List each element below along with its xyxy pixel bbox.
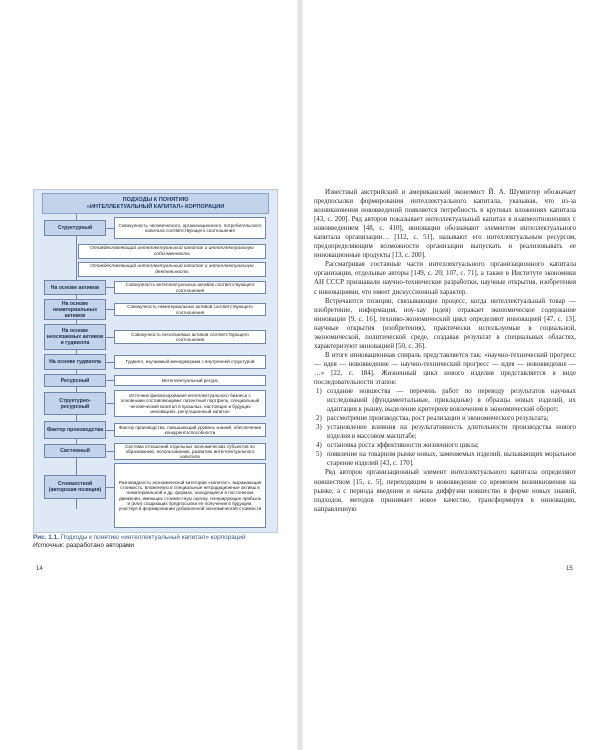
category-cost-author-position: Стоимостной (авторская позиция) [44, 475, 106, 499]
category-goodwill: На основе гудвилла [44, 354, 106, 370]
connector [106, 287, 114, 288]
connector [106, 403, 114, 404]
category-resource: Ресурсный [44, 374, 106, 387]
list-item-text: остановка роста эффективности жизненного цикла; [327, 442, 479, 450]
connector [106, 362, 114, 363]
connector [106, 487, 114, 488]
list-item-number: 2) [316, 415, 322, 423]
figure-source-label: Источник [33, 542, 63, 549]
page-number-right: 15 [566, 566, 573, 572]
description-cost-author-position: Разновидность экономической категории «капитал», выражающая стоимость, вложенную в специальные нетрадиционные активы в нематериальной и др. формах, находящиеся в постоянном движении, имеющих стоимостную оценку, генерирующих прибыль и (или) создающих предпосылки ее получения в будущем, участвуя в формировании добавленной экономической стоимости [114, 463, 266, 528]
list-item-text: создание новшества — перечень работ по переводу результатов научных исследований (фундаментальные, прикладные) в образцы новых изделий, их адаптация к рынку, выделение критериев вовлечения в экономический оборот; [327, 388, 576, 414]
list-item [314, 441, 576, 450]
paragraph: Известный австрийский и американский экономист Й. А. Шумпетер обозначает предпосылки формирования интеллектуального капитала, указывая, что из-за возникновения нововведений появляется потребность в крупных вложениях капитала [43, с. 200]. Ряд авторов показывает интеллектуальный капитал в взаимоотношениях с нововведением [48, с. 410], инновации обозначают элементом интеллектуального капитала организации… [112, с. 51], называют его интеллектуальным ресурсом, предопределяющим возможности организации выпускать и реализовывать ее инновационные продукты [13, с. 200]. [314, 189, 576, 260]
list-item-number: 1) [316, 388, 322, 396]
category-production-factor: Фактор производства [44, 421, 106, 439]
figure-caption-text: Подходы к понятию «интеллектуальный капитал» корпораций [58, 534, 246, 541]
figure-source [33, 542, 134, 550]
paragraph: Ряд авторов организационный элемент интеллектуального капитала определяют новшеством [15, с. 5], переходящим в нововведение со временем возникновения на рынке, а с периода введения и начала диффузии новшество в форме новых знаний, подходов, методов принимает новое качество, трансформируя в инновацию, направленную [314, 469, 576, 513]
approach-intellectual-property: Отождествляющий интеллектуальный капитал и интеллектуальную собственность [78, 244, 266, 259]
list-item-number: 3) [316, 424, 322, 432]
category-systemic: Системный [44, 444, 106, 458]
connector [106, 430, 114, 431]
list-item [314, 423, 576, 441]
paragraph: Рассматривая составные части интеллектуального организационного капитала организации, отдельные авторы [149, с. 20; 107, с. 71], а также в Институте экономики АН СССР признавали научно-технические разработки, научные открытия, изобретения с инновациями, что имеет дискуссионный характер. [314, 261, 576, 296]
description-structural-resource: Источник финансирования интеллектуального бизнеса с основными составляющими: патентный портфель, специальный человеческий капитал в прошлых, настоящих и будущих инновациях, репутационный капитал [114, 390, 266, 417]
approach-intellectual-activity: Отождествляющий интеллектуальный капитал и интеллектуальную деятельность [78, 262, 266, 277]
paragraph: Встречаются позиции, связывающие процесс, когда интеллектуальный товар — изобретение, информация, ноу-хау (идея) отражает экономическое содержание инновации [9, с. 16], технико-экономический цикл определяют инновацией [47, с. 13], научные открытия (изобретения), практически используемые в социальной, экономической, политической среде, создавая результат в специальных областях, характеризуют инновацией [50, с. 36]. [314, 297, 576, 350]
figure-caption-label: Рис. 1.1. [33, 534, 59, 541]
description-assets: Совокупность интеллектуальных активов соответствующего соотношения [114, 281, 266, 294]
connector [106, 309, 114, 310]
right-page-body [314, 188, 576, 514]
category-assets: На основе активов [44, 280, 106, 295]
figure-caption [33, 534, 283, 542]
list-item-text: появление на товарном рынке новых, заменяемых изделий, вызывающих моральное старение изделий [43, с. 170]. [327, 451, 576, 468]
diagram-title-line2: «ИНТЕЛЛЕКТУАЛЬНЫЙ КАПИТАЛ» КОРПОРАЦИИ [86, 204, 225, 210]
list-item [314, 387, 576, 414]
connector [106, 228, 114, 229]
diagram-title-line1: ПОДХОДЫ К ПОНЯТИЮ [122, 197, 189, 203]
description-systemic: Система отношений отдельных экономических субъектов по образованию, использованию, развитию интеллектуального капитала [114, 443, 266, 460]
list-item-number: 5) [316, 451, 322, 459]
list-item-text: рассмотрение производства, рост реализации и экономического результата; [327, 415, 549, 423]
list-item-text: установление влияния на результативность длительности производства нового изделия в массовом масштабе; [327, 424, 576, 441]
description-goodwill: Гудвилл, изучаемый менеджерами с внутренней структурой [114, 355, 266, 369]
description-non-tangible-goodwill: Совокупность неосязаемых активов соответствующего соотношения [114, 330, 266, 344]
list-item-number: 4) [316, 442, 322, 450]
list-item [314, 414, 576, 423]
figure-source-text: : разработано авторами [62, 542, 134, 549]
description-production-factor: Фактор производства, повышающий уровень знаний, обеспечение конкурентоспособности [114, 423, 266, 437]
connector [106, 451, 114, 452]
connector [106, 337, 114, 338]
lifecycle-stages-list [314, 387, 576, 468]
category-intangible-assets: На основе нематериальных активов [44, 299, 106, 320]
category-non-tangible-goodwill: На основе неосязаемых активов и гудвилла [44, 324, 106, 350]
list-item [314, 450, 576, 468]
description-resource: Интеллектуальный ресурс [114, 375, 266, 386]
diagram-title [42, 193, 269, 214]
description-structural: Совокупность человеческого, организационного, потребительского капитала соответствующего соотношения [114, 217, 266, 239]
description-intangible-assets: Совокупность нематериальных активов соответствующего соотношения [114, 303, 266, 316]
paragraph: В итоге инновационная спираль представляется так: «научно-технический прогресс — идея — нововведение — научно-технический прогресс — идея — нововведение — …» [22, с. 184]. Жизненный цикл нового изделия представляется в виде последовательности этапов: [314, 351, 576, 386]
connector [106, 380, 114, 381]
category-structural: Структурный [44, 220, 106, 236]
approaches-diagram [33, 189, 278, 533]
page-number-left: 14 [36, 566, 43, 572]
category-structural-resource: Структурно-ресурсный [44, 392, 106, 415]
